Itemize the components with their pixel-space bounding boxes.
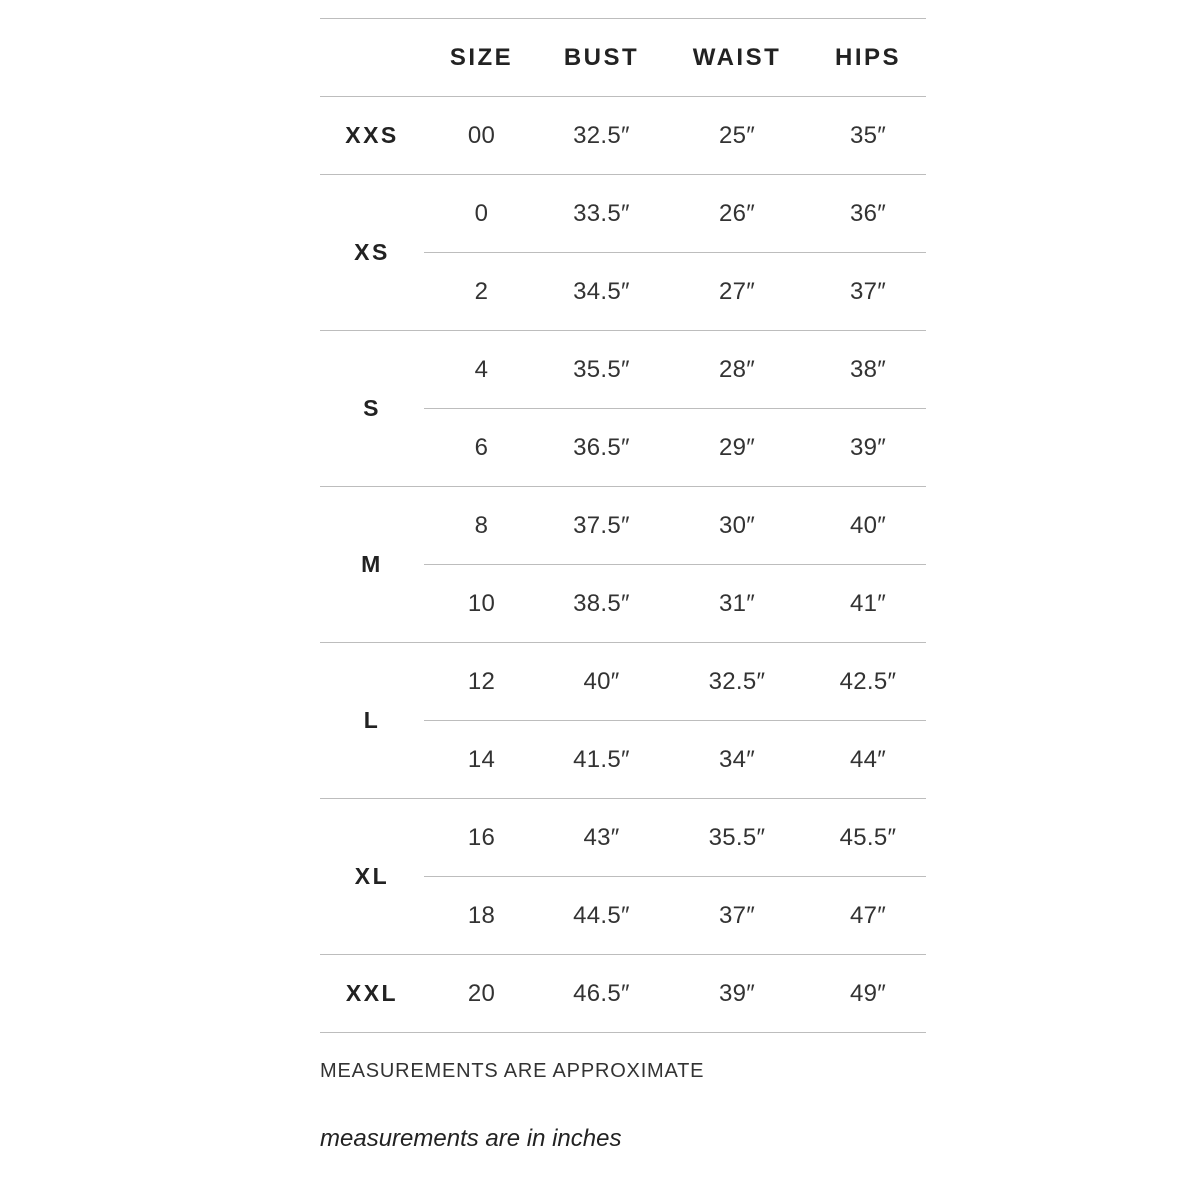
waist-cell: 39″	[664, 955, 810, 1033]
header-size: SIZE	[424, 19, 539, 97]
bust-cell: 41.5″	[539, 721, 664, 799]
hips-cell: 35″	[810, 97, 926, 175]
hips-cell: 36″	[810, 175, 926, 253]
table-row	[320, 175, 926, 253]
waist-cell: 32.5″	[664, 643, 810, 721]
table-row	[320, 331, 926, 409]
size-group-label: XXL	[320, 955, 424, 1033]
waist-cell: 34″	[664, 721, 810, 799]
size-group-label: XXS	[320, 97, 424, 175]
bust-cell: 43″	[539, 799, 664, 877]
size-cell: 10	[424, 565, 539, 643]
waist-cell: 35.5″	[664, 799, 810, 877]
bust-cell: 44.5″	[539, 877, 664, 955]
size-cell: 20	[424, 955, 539, 1033]
hips-cell: 45.5″	[810, 799, 926, 877]
bust-cell: 40″	[539, 643, 664, 721]
bust-cell: 46.5″	[539, 955, 664, 1033]
size-chart	[320, 18, 926, 1033]
waist-cell: 29″	[664, 409, 810, 487]
units-note: measurements are in inches	[320, 1125, 622, 1152]
bust-cell: 36.5″	[539, 409, 664, 487]
hips-cell: 40″	[810, 487, 926, 565]
header-row	[320, 19, 926, 97]
hips-cell: 42.5″	[810, 643, 926, 721]
table-row	[320, 97, 926, 175]
hips-cell: 44″	[810, 721, 926, 799]
size-cell: 8	[424, 487, 539, 565]
hips-cell: 49″	[810, 955, 926, 1033]
hips-cell: 37″	[810, 253, 926, 331]
waist-cell: 37″	[664, 877, 810, 955]
header-blank	[320, 19, 424, 97]
hips-cell: 39″	[810, 409, 926, 487]
hips-cell: 38″	[810, 331, 926, 409]
waist-cell: 25″	[664, 97, 810, 175]
waist-cell: 28″	[664, 331, 810, 409]
waist-cell: 26″	[664, 175, 810, 253]
size-group-label: S	[320, 331, 424, 487]
size-cell: 4	[424, 331, 539, 409]
waist-cell: 27″	[664, 253, 810, 331]
size-group-label: M	[320, 487, 424, 643]
bust-cell: 37.5″	[539, 487, 664, 565]
waist-cell: 30″	[664, 487, 810, 565]
bust-cell: 34.5″	[539, 253, 664, 331]
bust-cell: 38.5″	[539, 565, 664, 643]
bust-cell: 33.5″	[539, 175, 664, 253]
size-cell: 2	[424, 253, 539, 331]
size-cell: 0	[424, 175, 539, 253]
size-cell: 12	[424, 643, 539, 721]
approximate-note: MEASUREMENTS ARE APPROXIMATE	[320, 1060, 705, 1082]
table-row	[320, 955, 926, 1033]
header-bust: BUST	[539, 19, 664, 97]
table-row	[320, 643, 926, 721]
size-group-label: XS	[320, 175, 424, 331]
size-cell: 14	[424, 721, 539, 799]
size-cell: 00	[424, 97, 539, 175]
header-hips: HIPS	[810, 19, 926, 97]
hips-cell: 47″	[810, 877, 926, 955]
waist-cell: 31″	[664, 565, 810, 643]
hips-cell: 41″	[810, 565, 926, 643]
size-cell: 18	[424, 877, 539, 955]
bust-cell: 32.5″	[539, 97, 664, 175]
table-row	[320, 799, 926, 877]
size-cell: 6	[424, 409, 539, 487]
size-cell: 16	[424, 799, 539, 877]
table-row	[320, 487, 926, 565]
size-table	[320, 18, 926, 1033]
size-group-label: XL	[320, 799, 424, 955]
header-waist: WAIST	[664, 19, 810, 97]
bust-cell: 35.5″	[539, 331, 664, 409]
size-group-label: L	[320, 643, 424, 799]
